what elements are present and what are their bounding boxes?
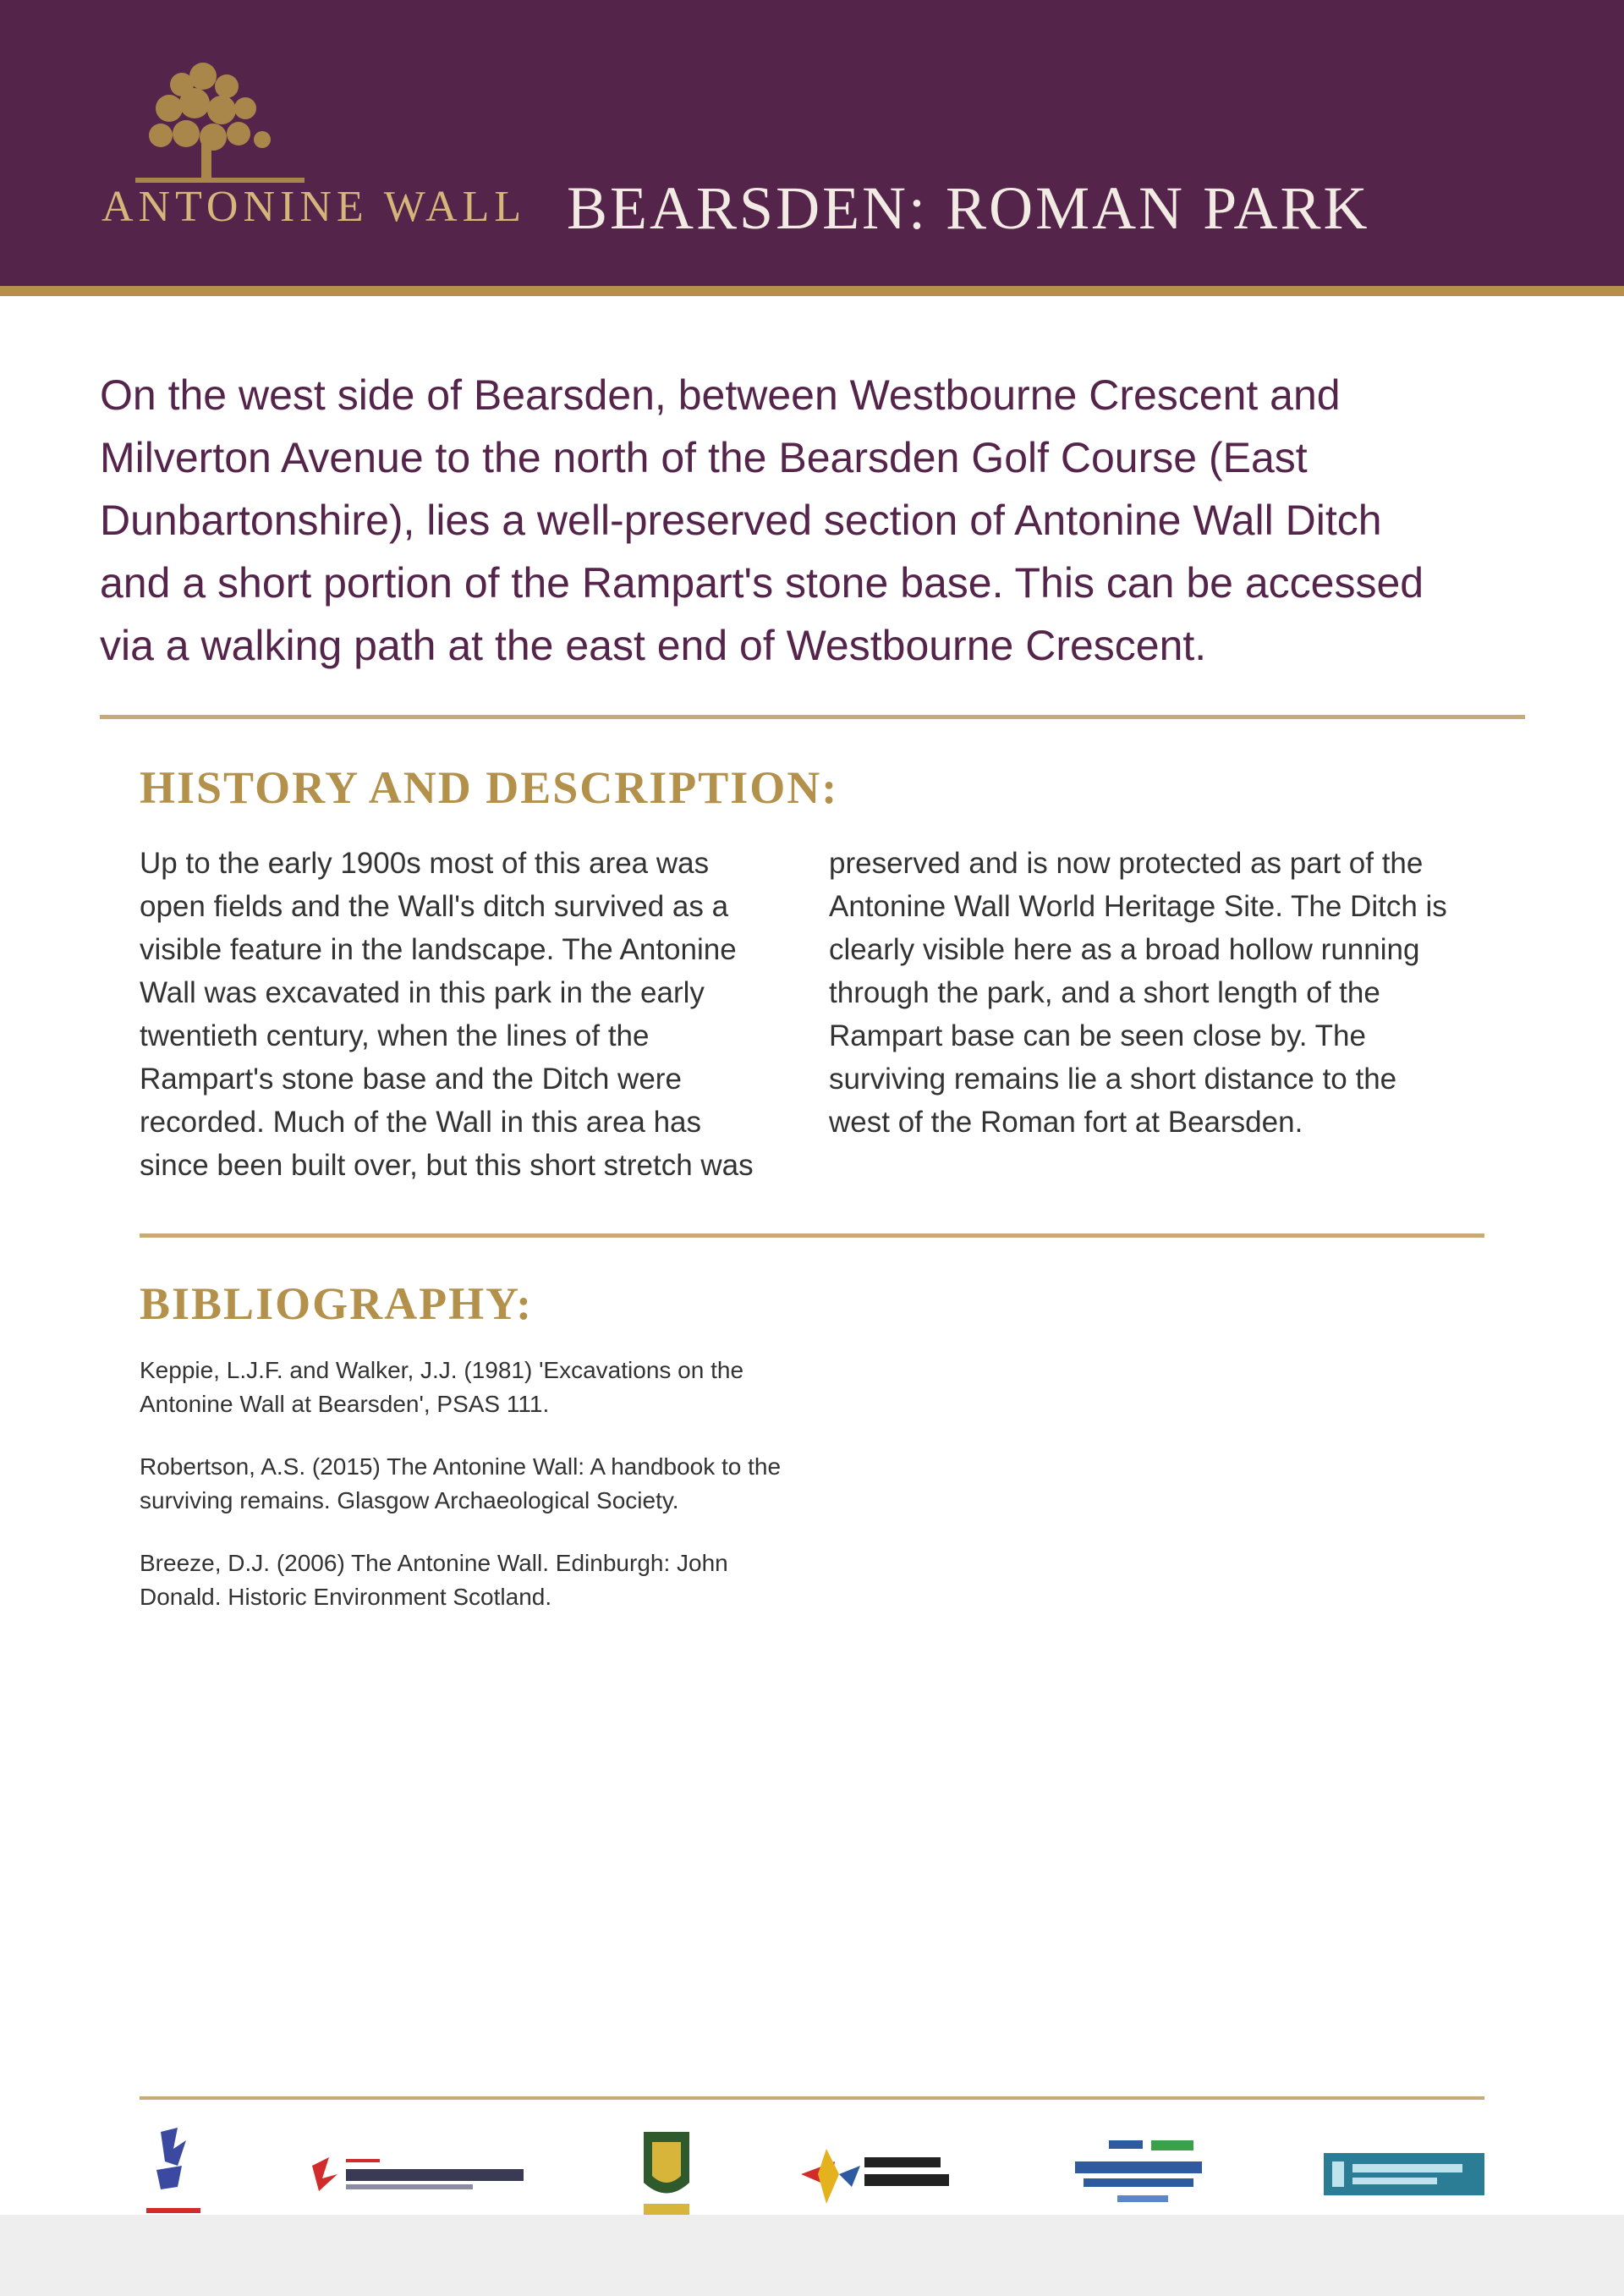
divider [140,2096,1484,2100]
north-lanarkshire-council-logo [1324,2123,1484,2225]
historic-environment-scotland-logo [304,2123,540,2225]
footer-band [0,2215,1624,2296]
logo-wordmark: ANTONINE WALL [102,183,527,231]
history-heading: HISTORY AND DESCRIPTION: [140,762,839,813]
divider [140,1233,1484,1238]
creative-europe-logo [140,2123,207,2225]
bibliography-list [140,1354,791,1643]
page-title: BEARSDEN: ROMAN PARK [567,174,1370,242]
east-dunbartonshire-council-logo [637,2123,696,2225]
divider [100,715,1525,719]
bibliography-item: Breeze, D.J. (2006) The Antonine Wall. Edinburgh: John Donald. Historic Environment Scotland. [140,1550,728,1610]
bibliography-item: Keppie, L.J.F. and Walker, J.J. (1981) 'Excavations on the Antonine Wall at Bearsden', PSAS 111. [140,1357,744,1417]
history-body: Up to the early 1900s most of this area was open fields and the Wall's ditch survived as a visible feature in the landscape. The Antonine Wall was excavated in this park in the early twentieth century, when the lines of the Rampart's stone base and the Ditch were recorded. Much of the Wall in this area has since been built over, but this short stretch was preserved and is now protected as part of the Antonine Wall World Heritage Site. The Ditch is clearly visible here as a broad hollow running through the park, and a short length of the Rampart base can be seen close by. The surviving remains lie a short distance to the west of the Roman fort at Bearsden. [140,847,1447,1182]
west-dunbartonshire-council-logo [1058,2123,1227,2225]
bibliography-item: Robertson, A.S. (2015) The Antonine Wall: A handbook to the surviving remains. Glasgow Archaeological Society. [140,1453,782,1513]
bibliography-heading: BIBLIOGRAPHY: [140,1278,534,1329]
page-header [0,0,1624,296]
antonine-wall-logo [93,59,527,262]
tree-emblem-icon [102,59,321,195]
falkirk-council-logo [793,2123,962,2225]
intro-paragraph: On the west side of Bearsden, between Westbourne Crescent and Milverton Avenue to the north of the Bearsden Golf Course (East Dunbartonshire), lies a well-preserved section of Antonine Wall Ditch and a short portion of the Rampart's stone base. This can be accessed via a walking path at the east end of Westbourne Crescent. [100,371,1424,669]
